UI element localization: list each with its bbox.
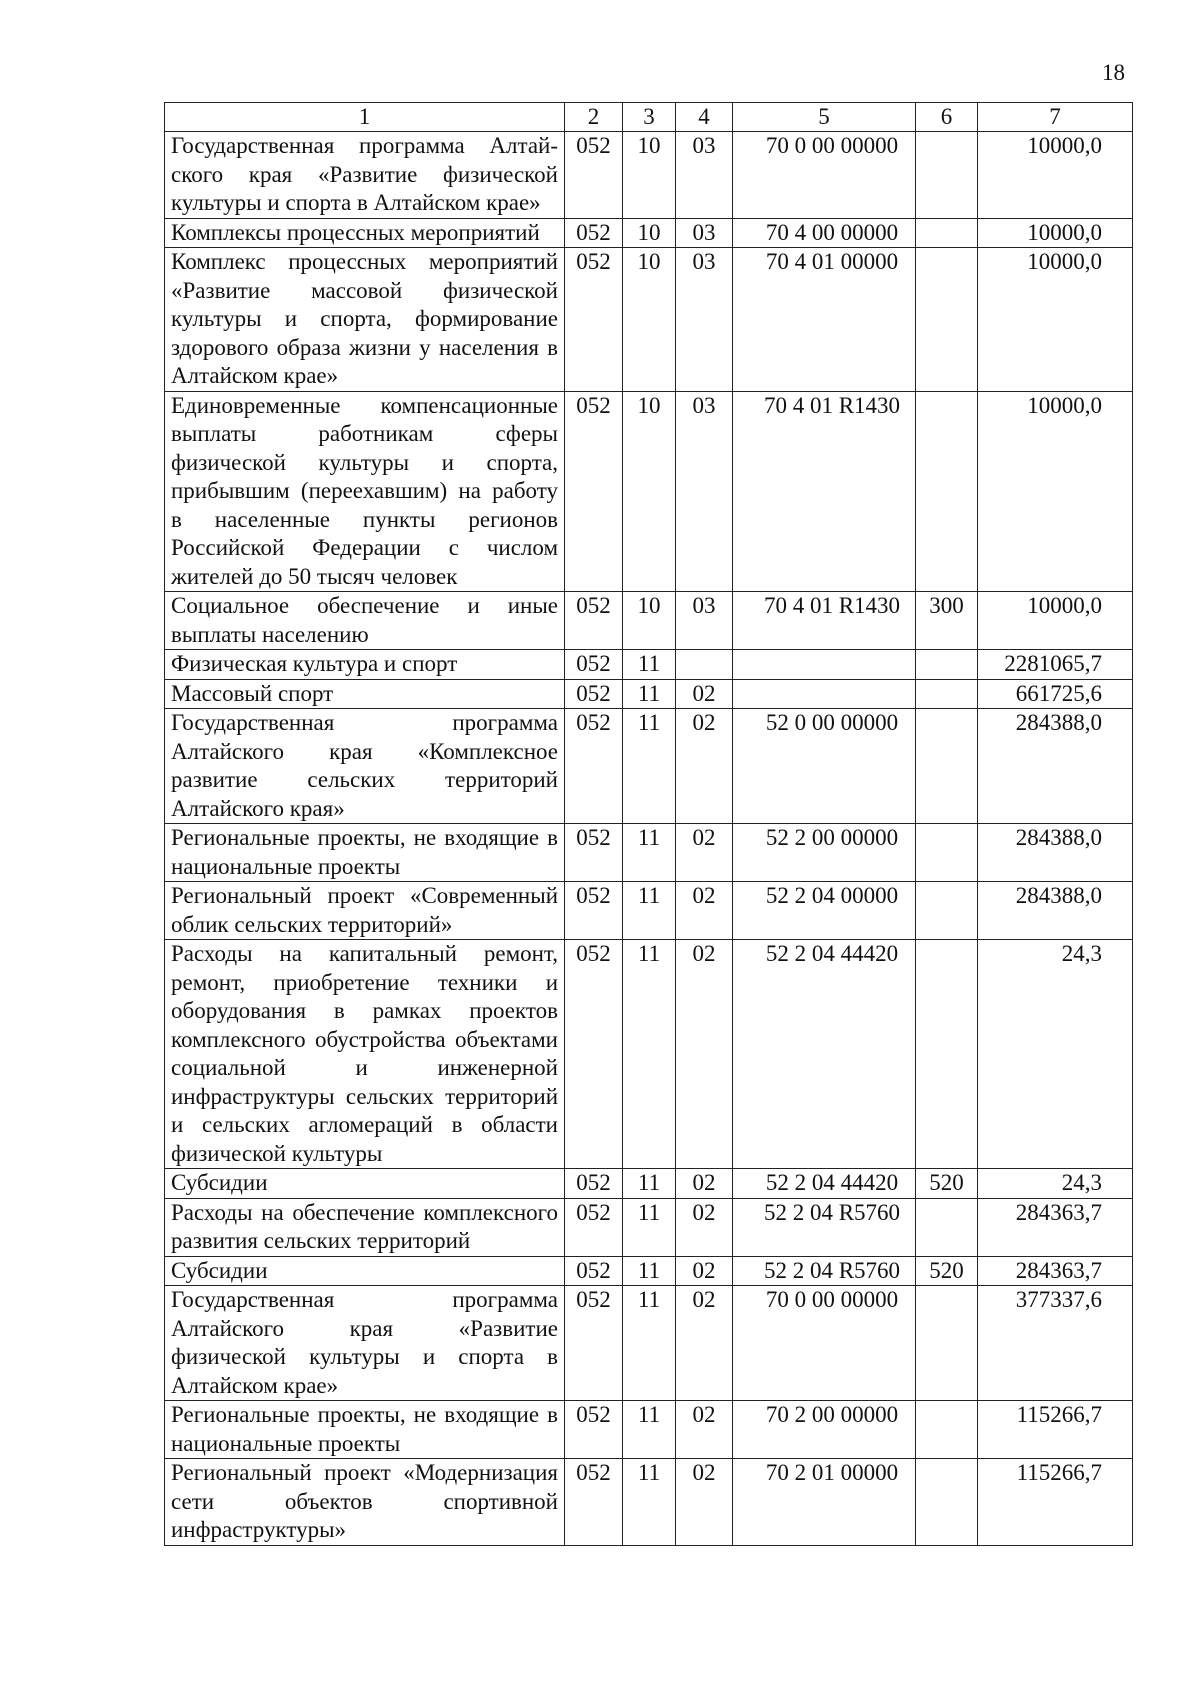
row-amount-cell: 661725,6: [978, 679, 1133, 709]
row-col3-cell: 10: [623, 592, 676, 650]
row-target-code-cell: 70 0 00 00000: [733, 1286, 916, 1401]
budget-table: [164, 102, 1133, 1546]
row-col3-cell: 11: [623, 1286, 676, 1401]
header-cell-3: 3: [623, 103, 676, 132]
row-col2-cell: 052: [565, 650, 623, 680]
row-col2-cell: 052: [565, 218, 623, 248]
row-name-cell: Государственная программа Алтайского края «Комплексное развитие сельских территорий Алтайского края»: [165, 709, 565, 824]
row-col4-cell: 03: [676, 391, 733, 592]
header-row: [165, 103, 1133, 132]
table-row: [165, 679, 1133, 709]
row-name-cell: Субсидии: [165, 1256, 565, 1286]
row-target-code-cell: 52 2 04 00000: [733, 882, 916, 940]
row-col2-cell: 052: [565, 709, 623, 824]
row-expense-type-cell: [916, 679, 978, 709]
row-amount-cell: 115266,7: [978, 1459, 1133, 1546]
row-expense-type-cell: [916, 1401, 978, 1459]
table-row: [165, 882, 1133, 940]
row-col2-cell: 052: [565, 592, 623, 650]
row-expense-type-cell: [916, 940, 978, 1169]
row-amount-cell: 10000,0: [978, 218, 1133, 248]
row-target-code-cell: 70 4 00 00000: [733, 218, 916, 248]
row-col2-cell: 052: [565, 1459, 623, 1546]
row-col3-cell: 11: [623, 1198, 676, 1256]
row-amount-cell: 24,3: [978, 940, 1133, 1169]
row-amount-cell: 284388,0: [978, 824, 1133, 882]
row-col4-cell: 02: [676, 1256, 733, 1286]
row-amount-cell: 2281065,7: [978, 650, 1133, 680]
row-col4-cell: 03: [676, 132, 733, 219]
row-amount-cell: 24,3: [978, 1169, 1133, 1199]
row-col4-cell: 03: [676, 218, 733, 248]
table-row: [165, 1286, 1133, 1401]
row-amount-cell: 10000,0: [978, 391, 1133, 592]
row-name-cell: Государственная программа Алтайского края «Развитие физической культуры и спорта в Алтайском крае»: [165, 1286, 565, 1401]
header-cell-2: 2: [565, 103, 623, 132]
row-expense-type-cell: [916, 882, 978, 940]
row-col4-cell: 02: [676, 1198, 733, 1256]
row-target-code-cell: 52 2 04 44420: [733, 1169, 916, 1199]
row-expense-type-cell: [916, 650, 978, 680]
table-row: [165, 1459, 1133, 1546]
row-amount-cell: 284388,0: [978, 709, 1133, 824]
row-col4-cell: 02: [676, 679, 733, 709]
row-col3-cell: 11: [623, 1401, 676, 1459]
row-amount-cell: 284363,7: [978, 1256, 1133, 1286]
row-expense-type-cell: [916, 391, 978, 592]
table-row: [165, 1198, 1133, 1256]
header-cell-7: 7: [978, 103, 1133, 132]
row-col2-cell: 052: [565, 940, 623, 1169]
row-col3-cell: 11: [623, 650, 676, 680]
row-amount-cell: 10000,0: [978, 248, 1133, 392]
row-expense-type-cell: [916, 1198, 978, 1256]
row-name-cell: Комплексы процессных мероприятий: [165, 218, 565, 248]
row-target-code-cell: 70 4 01 R1430: [733, 391, 916, 592]
row-col2-cell: 052: [565, 1286, 623, 1401]
row-name-cell: Массовый спорт: [165, 679, 565, 709]
row-col3-cell: 11: [623, 1256, 676, 1286]
row-col3-cell: 10: [623, 132, 676, 219]
row-col3-cell: 11: [623, 709, 676, 824]
row-target-code-cell: 52 2 04 R5760: [733, 1198, 916, 1256]
row-col4-cell: 02: [676, 940, 733, 1169]
row-name-cell: Региональные проекты, не входящие в национальные проекты: [165, 824, 565, 882]
header-cell-1: 1: [165, 103, 565, 132]
row-col2-cell: 052: [565, 824, 623, 882]
table-body: [165, 132, 1133, 1546]
row-col4-cell: 02: [676, 1169, 733, 1199]
table-row: [165, 709, 1133, 824]
table-row: [165, 1256, 1133, 1286]
row-amount-cell: 377337,6: [978, 1286, 1133, 1401]
row-name-cell: Расходы на обеспечение комплексного развития сельских территорий: [165, 1198, 565, 1256]
table-row: [165, 824, 1133, 882]
row-target-code-cell: [733, 679, 916, 709]
row-amount-cell: 10000,0: [978, 592, 1133, 650]
row-amount-cell: 284388,0: [978, 882, 1133, 940]
table-row: [165, 132, 1133, 219]
row-col4-cell: 02: [676, 1459, 733, 1546]
row-col4-cell: 03: [676, 592, 733, 650]
row-name-cell: Государственная программа Алтай-ского края «Развитие физической культуры и спорта в Алтайском крае»: [165, 132, 565, 219]
row-expense-type-cell: [916, 1286, 978, 1401]
row-name-cell: Региональный проект «Модернизация сети объектов спортивной инфраструктуры»: [165, 1459, 565, 1546]
row-target-code-cell: 52 2 04 R5760: [733, 1256, 916, 1286]
table-row: [165, 940, 1133, 1169]
row-target-code-cell: 52 0 00 00000: [733, 709, 916, 824]
row-name-cell: Физическая культура и спорт: [165, 650, 565, 680]
row-col2-cell: 052: [565, 1169, 623, 1199]
row-target-code-cell: 52 2 04 44420: [733, 940, 916, 1169]
row-name-cell: Расходы на капитальный ремонт, ремонт, приобретение техники и оборудования в рамках проектов комплексного обустройства объектами социальной и инженерной инфраструктуры сельских территорий и сельских агломераций в области физической культуры: [165, 940, 565, 1169]
header-cell-4: 4: [676, 103, 733, 132]
row-target-code-cell: 70 4 01 R1430: [733, 592, 916, 650]
table-row: [165, 650, 1133, 680]
row-col4-cell: 02: [676, 1286, 733, 1401]
row-col3-cell: 11: [623, 1459, 676, 1546]
row-expense-type-cell: 520: [916, 1256, 978, 1286]
row-col3-cell: 11: [623, 940, 676, 1169]
row-target-code-cell: 70 2 00 00000: [733, 1401, 916, 1459]
row-expense-type-cell: [916, 248, 978, 392]
table-row: [165, 391, 1133, 592]
row-col3-cell: 11: [623, 882, 676, 940]
row-name-cell: Единовременные компенсационные выплаты работникам сферы физической культуры и спорта, прибывшим (переехавшим) на работу в населенные пункты регионов Российской Федерации с числом жителей до 50 тысяч человек: [165, 391, 565, 592]
page-number: 18: [1102, 60, 1125, 85]
row-col2-cell: 052: [565, 1401, 623, 1459]
header-cell-6: 6: [916, 103, 978, 132]
row-target-code-cell: 70 2 01 00000: [733, 1459, 916, 1546]
row-name-cell: Социальное обеспечение и иные выплаты населению: [165, 592, 565, 650]
row-col3-cell: 11: [623, 679, 676, 709]
row-col4-cell: [676, 650, 733, 680]
table-row: [165, 1401, 1133, 1459]
row-target-code-cell: [733, 650, 916, 680]
row-expense-type-cell: [916, 218, 978, 248]
table-row: [165, 248, 1133, 392]
row-target-code-cell: 52 2 00 00000: [733, 824, 916, 882]
row-amount-cell: 284363,7: [978, 1198, 1133, 1256]
row-col2-cell: 052: [565, 1198, 623, 1256]
row-expense-type-cell: 300: [916, 592, 978, 650]
row-name-cell: Комплекс процессных мероприятий «Развитие массовой физической культуры и спорта, формирование здорового образа жизни у населения в Алтайском крае»: [165, 248, 565, 392]
row-expense-type-cell: [916, 824, 978, 882]
row-name-cell: Субсидии: [165, 1169, 565, 1199]
row-col3-cell: 10: [623, 248, 676, 392]
row-amount-cell: 10000,0: [978, 132, 1133, 219]
table-row: [165, 1169, 1133, 1199]
row-col2-cell: 052: [565, 1256, 623, 1286]
row-name-cell: Региональный проект «Современный облик сельских территорий»: [165, 882, 565, 940]
row-amount-cell: 115266,7: [978, 1401, 1133, 1459]
row-col3-cell: 11: [623, 824, 676, 882]
row-col2-cell: 052: [565, 132, 623, 219]
row-col4-cell: 03: [676, 248, 733, 392]
row-expense-type-cell: [916, 132, 978, 219]
row-name-cell: Региональные проекты, не входящие в национальные проекты: [165, 1401, 565, 1459]
row-target-code-cell: 70 4 01 00000: [733, 248, 916, 392]
table-row: [165, 218, 1133, 248]
row-col3-cell: 10: [623, 218, 676, 248]
row-col2-cell: 052: [565, 882, 623, 940]
row-col2-cell: 052: [565, 679, 623, 709]
table-row: [165, 592, 1133, 650]
row-col4-cell: 02: [676, 882, 733, 940]
row-col2-cell: 052: [565, 391, 623, 592]
row-col3-cell: 11: [623, 1169, 676, 1199]
row-expense-type-cell: [916, 1459, 978, 1546]
row-col2-cell: 052: [565, 248, 623, 392]
row-expense-type-cell: [916, 709, 978, 824]
row-target-code-cell: 70 0 00 00000: [733, 132, 916, 219]
row-col3-cell: 10: [623, 391, 676, 592]
row-col4-cell: 02: [676, 824, 733, 882]
row-expense-type-cell: 520: [916, 1169, 978, 1199]
row-col4-cell: 02: [676, 1401, 733, 1459]
header-cell-5: 5: [733, 103, 916, 132]
row-col4-cell: 02: [676, 709, 733, 824]
